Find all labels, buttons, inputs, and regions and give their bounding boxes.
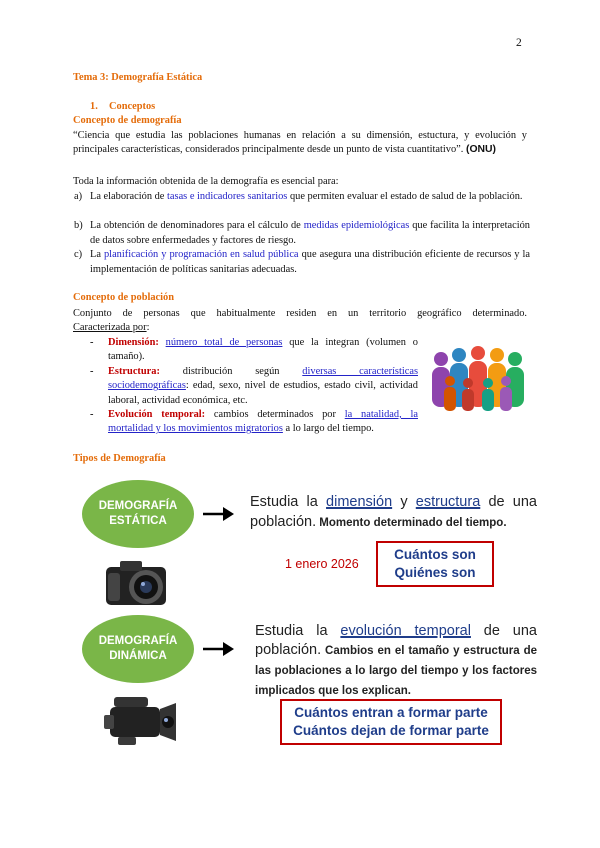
list-marker: b) (74, 220, 83, 231)
quote-source: (ONU) (465, 144, 496, 155)
bullet-text: que la integran (volumen o tamaño). (108, 337, 418, 363)
list-item (74, 190, 530, 205)
characterized-colon: : (146, 322, 150, 333)
item-highlight: tasas e indicadores sanitarios (167, 191, 288, 202)
poblacion-definition: Conjunto de personas que habitualmente residen en un territorio geográfico determinado. (73, 308, 527, 319)
bullet-link[interactable]: número total de personas (165, 337, 283, 348)
section-title: Conceptos (109, 101, 156, 112)
estatica-description (250, 492, 537, 533)
bullet-item (90, 365, 418, 408)
bullet-text: cambios determinados por (205, 409, 345, 420)
tipos-title: Tipos de Demografía (73, 453, 166, 464)
desc-bold: Momento determinado del tiempo. (316, 517, 507, 529)
date-label: 1 enero 2026 (285, 557, 359, 571)
item-text: La elaboración de (90, 191, 168, 202)
circle-line: DINÁMICA (109, 650, 167, 662)
demografia-title: Concepto de demografía (73, 115, 182, 126)
bullet-link[interactable]: diversas características sociodemográficas (108, 366, 418, 392)
circle-line: DEMOGRAFÍA (98, 500, 178, 512)
box-line: Cuántos dejan de formar parte (293, 723, 489, 738)
desc-underlined: estructura (415, 494, 481, 510)
desc-bold: Cambios en el tamaño y estructura de las poblaciones a lo largo del tiempo y los factores implicados que los explican. (255, 645, 537, 697)
camera-icon (100, 557, 180, 609)
poblacion-title: Concepto de población (73, 292, 175, 303)
box-line: Cuántos son (394, 547, 476, 562)
desc-text: Estudia la (250, 494, 327, 510)
item-text: que permiten evaluar el estado de salud de la población. (287, 191, 523, 202)
desc-text: de una población. (255, 623, 537, 658)
bullet-marker: - (90, 337, 94, 348)
item-highlight: planificación y programación en salud pública (103, 249, 299, 260)
estatica-circle (82, 480, 194, 548)
bullet-link[interactable]: la natalidad, la mortalidad y los movimientos migratorios (108, 409, 418, 435)
page-number: 2 (516, 37, 522, 49)
box-line: Quiénes son (394, 565, 476, 580)
quote-text: “Ciencia que estudia las poblaciones humanas en relación a su dimensión, estuctura, y evolución y principales características, considerados principalmente desde un punto de vista cuantitativo”. (73, 130, 527, 155)
item-text: que asegura una distribución eficiente de recursos y la implementación de políticas sanitarias adecuadas. (90, 249, 530, 275)
list-item (74, 248, 530, 277)
page-title: Tema 3: Demografía Estática (73, 72, 203, 83)
dinamica-description (255, 622, 537, 701)
bullet-text: distribución según (159, 366, 303, 377)
bullet-item (90, 408, 418, 437)
people-group-illustration (428, 345, 528, 417)
desc-underlined: evolución temporal (340, 623, 471, 639)
desc-underlined: dimensión (326, 494, 393, 510)
dinamica-circle (82, 615, 194, 683)
bullet-label: Estructura: (108, 366, 160, 377)
item-text: La obtención de denominadores para el cálculo de (90, 220, 304, 231)
arrow-right-icon (203, 505, 235, 523)
dinamica-box (280, 699, 502, 745)
bullet-item (90, 336, 418, 365)
item-text: que facilita la interpretación de datos sobre enfermedades y factores de riesgo. (90, 220, 531, 246)
estatica-box (376, 541, 494, 587)
demografia-quote (73, 129, 527, 157)
bullet-text: a lo largo del tiempo. (282, 423, 374, 435)
characterized-text: Caracterizada por (73, 322, 147, 333)
circle-line: ESTÁTICA (109, 515, 167, 527)
bullet-text (159, 337, 166, 348)
info-intro: Toda la información obtenida de la demografía es esencial para: (73, 176, 339, 187)
item-text: La (90, 249, 104, 260)
characterized-label (73, 322, 149, 333)
desc-text: de una población. (250, 494, 537, 530)
bullet-label: Evolución temporal: (108, 409, 206, 420)
list-marker: a) (74, 191, 83, 202)
list-marker: c) (74, 249, 83, 260)
section-number: 1. (90, 101, 98, 112)
bullet-label: Dimensión: (108, 337, 159, 348)
list-item (74, 219, 531, 248)
box-line: Cuántos entran a formar parte (294, 705, 488, 720)
arrow-right-icon (203, 640, 235, 658)
bullet-marker: - (90, 366, 94, 377)
item-highlight: medidas epidemiológicas (303, 220, 410, 231)
bullet-marker: - (90, 409, 94, 420)
people-icon (432, 346, 524, 411)
desc-text: y (392, 494, 416, 510)
circle-line: DEMOGRAFÍA (98, 635, 178, 647)
video-camera-icon (100, 695, 180, 747)
bullet-text: : edad, sexo, nivel de estudios, estado civil, actividad laboral, actividad económica, etc. (108, 380, 418, 406)
desc-text: Estudia la (255, 623, 341, 639)
